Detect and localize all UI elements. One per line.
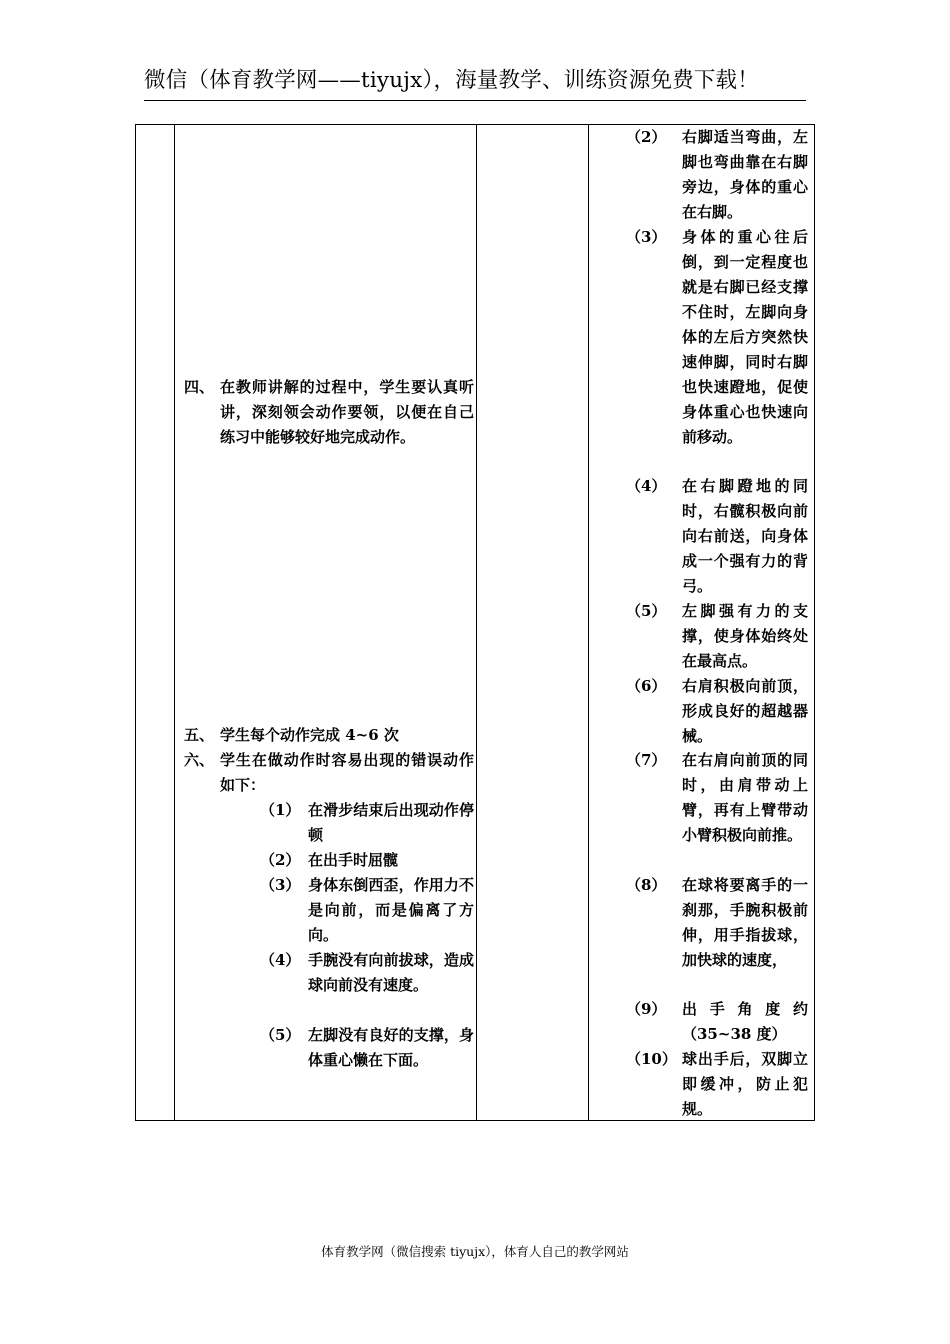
item-text: 身体的重心往后倒，到一定程度也就是右脚已经支撑不住时，左脚向身体的左后方突然快速伸脚，同时右脚也快速蹬地，促使身体重心也快速向前移动。 [682, 228, 808, 446]
item-number: （5） [626, 602, 667, 620]
item-number: 六、 [184, 751, 215, 769]
page-header: 微信（体育教学网——tiyujx），海量教学、训练资源免费下载！ [144, 66, 806, 101]
item-number: （6） [626, 677, 667, 695]
technique-item [626, 748, 808, 848]
error-item [260, 1023, 474, 1073]
activity-item-4 [184, 375, 474, 450]
item-number: （3） [626, 228, 667, 246]
item-number: （2） [260, 851, 301, 869]
lesson-table [135, 124, 815, 1121]
item-text: 学生在做动作时容易出现的错误动作如下： [220, 751, 474, 794]
item-text: 在出手时屈髋 [308, 851, 399, 869]
item-text: 在右脚蹬地的同时，右髋积极向前向右前送，向身体成一个强有力的背弓。 [682, 477, 808, 595]
item-number: （9） [626, 1000, 667, 1018]
column-divider [588, 125, 589, 1120]
item-number: （5） [260, 1026, 301, 1044]
column-divider [174, 125, 175, 1120]
activity-item-5 [184, 723, 474, 748]
item-number: （2） [626, 128, 667, 146]
technique-item [626, 599, 808, 674]
activity-item-6 [184, 748, 474, 798]
item-number: （1） [260, 801, 301, 819]
item-text: 左脚没有良好的支撑，身体重心懒在下面。 [308, 1026, 474, 1069]
item-text: 左脚强有力的支撑，使身体始终处在最高点。 [682, 602, 808, 670]
item-number: （7） [626, 751, 667, 769]
technique-item [626, 125, 808, 225]
item-text: 右脚适当弯曲，左脚也弯曲靠在右脚旁边，身体的重心在右脚。 [682, 128, 808, 221]
item-text: 在右肩向前顶的同时，由肩带动上臂，再有上臂带动小臂积极向前推。 [682, 751, 808, 844]
item-number: （3） [260, 876, 301, 894]
item-text: 学生每个动作完成 4~6 次 [220, 726, 399, 744]
technique-item [626, 674, 808, 749]
column-divider [476, 125, 477, 1120]
technique-item [626, 997, 808, 1047]
error-item [260, 798, 474, 848]
item-number: 四、 [184, 378, 215, 396]
error-item [260, 873, 474, 948]
item-number: （4） [626, 477, 667, 495]
item-text: 在教师讲解的过程中，学生要认真听讲，深刻领会动作要领，以便在自己练习中能够较好地完成动作。 [220, 378, 474, 446]
item-text: 在球将要离手的一刹那，手腕积极前伸，用手指拔球，加快球的速度， [682, 876, 808, 969]
item-text: 在滑步结束后出现动作停顿 [308, 801, 474, 844]
item-text: 右肩积极向前顶，形成良好的超越器械。 [682, 677, 808, 745]
error-item [260, 848, 474, 873]
item-text: 出手角度约（35~38 度） [682, 1000, 808, 1043]
technique-item [626, 1047, 808, 1122]
item-number: （10） [626, 1050, 677, 1068]
error-item [260, 948, 474, 998]
item-text: 身体东倒西歪，作用力不是向前，而是偏离了方向。 [308, 876, 474, 944]
item-number: （4） [260, 951, 301, 969]
item-text: 球出手后，双脚立即缓冲，防止犯规。 [682, 1050, 808, 1118]
technique-item [626, 474, 808, 599]
item-number: 五、 [184, 726, 215, 744]
technique-item [626, 873, 808, 973]
item-number: （8） [626, 876, 667, 894]
item-text: 手腕没有向前拔球，造成球向前没有速度。 [308, 951, 474, 994]
page-footer: 体育教学网（微信搜索 tiyujx），体育人自己的教学网站 [321, 1244, 629, 1259]
technique-item [626, 225, 808, 450]
